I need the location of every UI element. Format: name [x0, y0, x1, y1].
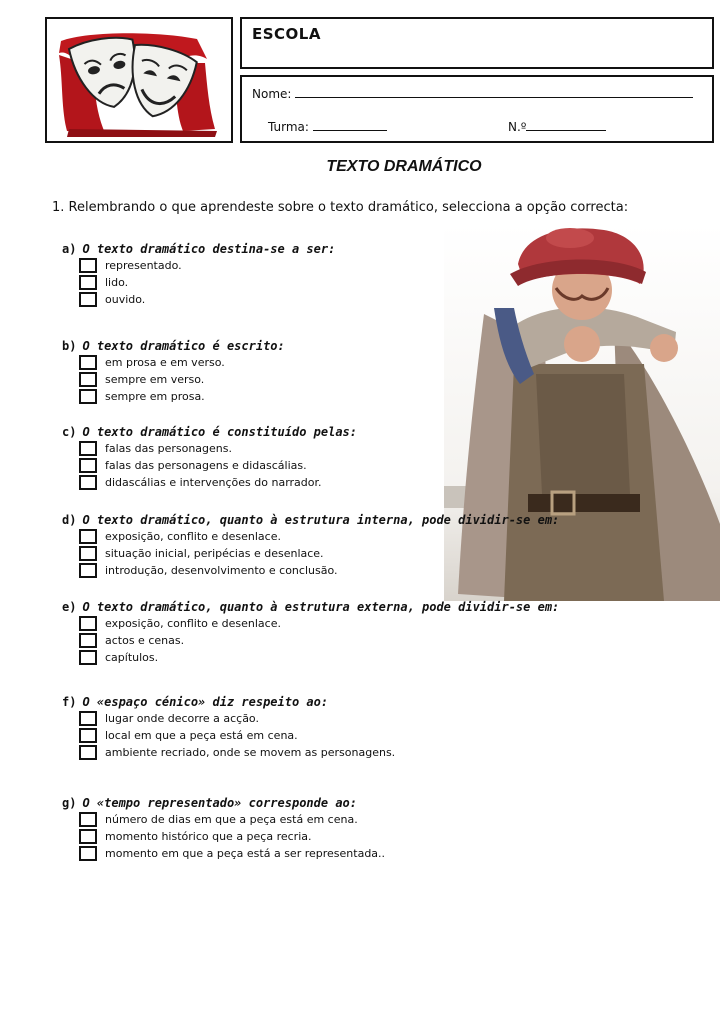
- option-text: didascálias e intervenções do narrador.: [105, 476, 322, 489]
- class-line: [313, 119, 387, 131]
- option-row[interactable]: [79, 258, 335, 275]
- question-text: O texto dramático destina-se a ser:: [82, 242, 336, 256]
- option-text: capítulos.: [105, 651, 159, 664]
- option-checkbox[interactable]: [79, 546, 97, 561]
- option-checkbox[interactable]: [79, 275, 97, 290]
- option-text: falas das personagens e didascálias.: [105, 459, 307, 472]
- question-heading: [62, 242, 335, 258]
- option-checkbox[interactable]: [79, 389, 97, 404]
- question-b: [62, 339, 285, 406]
- option-checkbox[interactable]: [79, 812, 97, 827]
- theatre-logo: [45, 17, 233, 143]
- name-field[interactable]: [252, 86, 693, 101]
- option-checkbox[interactable]: [79, 745, 97, 760]
- question-heading: [62, 796, 357, 812]
- option-checkbox[interactable]: [79, 292, 97, 307]
- question-heading: [62, 339, 285, 355]
- number-field[interactable]: [508, 119, 606, 134]
- question-letter: e): [62, 600, 77, 614]
- option-text: exposição, conflito e desenlace.: [105, 530, 281, 543]
- question-text: O texto dramático, quanto à estrutura interna, pode dividir-se em:: [82, 513, 560, 527]
- option-checkbox[interactable]: [79, 458, 97, 473]
- option-text: introdução, desenvolvimento e conclusão.: [105, 564, 338, 577]
- option-row[interactable]: [79, 275, 335, 292]
- question-heading: [62, 425, 357, 441]
- name-line: [295, 86, 693, 98]
- option-checkbox[interactable]: [79, 529, 97, 544]
- option-text: falas das personagens.: [105, 442, 232, 455]
- option-text: lido.: [105, 276, 129, 289]
- option-checkbox[interactable]: [79, 650, 97, 665]
- question-text: O texto dramático, quanto à estrutura externa, pode dividir-se em:: [82, 600, 560, 614]
- option-row[interactable]: [79, 389, 285, 406]
- question-letter: c): [62, 425, 77, 439]
- theatre-masks-icon: [47, 19, 231, 141]
- exercise-instruction: 1. Relembrando o que aprendeste sobre o texto dramático, selecciona a opção correcta:: [52, 200, 629, 215]
- number-line: [526, 119, 606, 131]
- option-text: ouvido.: [105, 293, 146, 306]
- option-checkbox[interactable]: [79, 355, 97, 370]
- option-text: sempre em verso.: [105, 373, 205, 386]
- question-e: [62, 600, 559, 667]
- question-text: O texto dramático é escrito:: [82, 339, 285, 353]
- option-row[interactable]: [79, 633, 559, 650]
- option-row[interactable]: [79, 745, 396, 762]
- option-row[interactable]: [79, 846, 386, 863]
- class-label: Turma:: [268, 120, 309, 134]
- option-checkbox[interactable]: [79, 711, 97, 726]
- question-letter: a): [62, 242, 77, 256]
- option-row[interactable]: [79, 650, 559, 667]
- question-heading: [62, 600, 559, 616]
- option-checkbox[interactable]: [79, 258, 97, 273]
- option-checkbox[interactable]: [79, 372, 97, 387]
- question-heading: [62, 695, 328, 711]
- question-text: O texto dramático é constituído pelas:: [82, 425, 357, 439]
- question-text: O «tempo representado» corresponde ao:: [82, 796, 357, 810]
- option-row[interactable]: [79, 563, 559, 580]
- option-text: sempre em prosa.: [105, 390, 205, 403]
- option-row[interactable]: [79, 728, 328, 745]
- option-row[interactable]: [79, 711, 328, 728]
- class-field[interactable]: [268, 119, 387, 134]
- question-letter: b): [62, 339, 77, 353]
- option-row[interactable]: [79, 355, 285, 372]
- option-row[interactable]: [79, 829, 357, 846]
- school-field: [240, 17, 714, 69]
- number-label: N.º: [508, 120, 527, 134]
- option-row[interactable]: [79, 616, 559, 633]
- name-label: Nome:: [252, 87, 292, 101]
- option-text: local em que a peça está em cena.: [105, 729, 298, 742]
- option-row[interactable]: [79, 529, 559, 546]
- option-checkbox[interactable]: [79, 846, 97, 861]
- option-text: ambiente recriado, onde se movem as personagens.: [105, 746, 396, 759]
- question-heading: [62, 513, 559, 529]
- question-letter: f): [62, 695, 77, 709]
- option-checkbox[interactable]: [79, 829, 97, 844]
- option-row[interactable]: [79, 292, 335, 309]
- option-text: em prosa e em verso.: [105, 356, 225, 369]
- option-checkbox[interactable]: [79, 441, 97, 456]
- option-checkbox[interactable]: [79, 475, 97, 490]
- question-c: [62, 425, 357, 492]
- question-text: O «espaço cénico» diz respeito ao:: [82, 695, 329, 709]
- option-text: exposição, conflito e desenlace.: [105, 617, 281, 630]
- option-checkbox[interactable]: [79, 563, 97, 578]
- student-info-box: [240, 75, 714, 143]
- option-text: número de dias em que a peça está em cena.: [105, 813, 358, 826]
- option-checkbox[interactable]: [79, 633, 97, 648]
- page-title: TEXTO DRAMÁTICO: [326, 158, 482, 175]
- option-checkbox[interactable]: [79, 728, 97, 743]
- option-row[interactable]: [79, 475, 357, 492]
- question-g: [62, 796, 386, 863]
- option-text: representado.: [105, 259, 182, 272]
- option-row[interactable]: [79, 458, 357, 475]
- school-label: ESCOLA: [252, 25, 321, 43]
- option-text: situação inicial, peripécias e desenlace.: [105, 547, 324, 560]
- option-row[interactable]: [79, 441, 357, 458]
- option-checkbox[interactable]: [79, 616, 97, 631]
- question-d: [62, 513, 559, 580]
- question-letter: d): [62, 513, 77, 527]
- option-row[interactable]: [79, 812, 357, 829]
- option-text: momento histórico que a peça recria.: [105, 830, 312, 843]
- question-letter: g): [62, 796, 77, 810]
- question-f: [62, 695, 396, 762]
- option-text: momento em que a peça está a ser representada..: [105, 847, 386, 860]
- question-a: [62, 242, 335, 309]
- option-row[interactable]: [79, 372, 285, 389]
- option-row[interactable]: [79, 546, 559, 563]
- option-text: actos e cenas.: [105, 634, 185, 647]
- option-text: lugar onde decorre a acção.: [105, 712, 259, 725]
